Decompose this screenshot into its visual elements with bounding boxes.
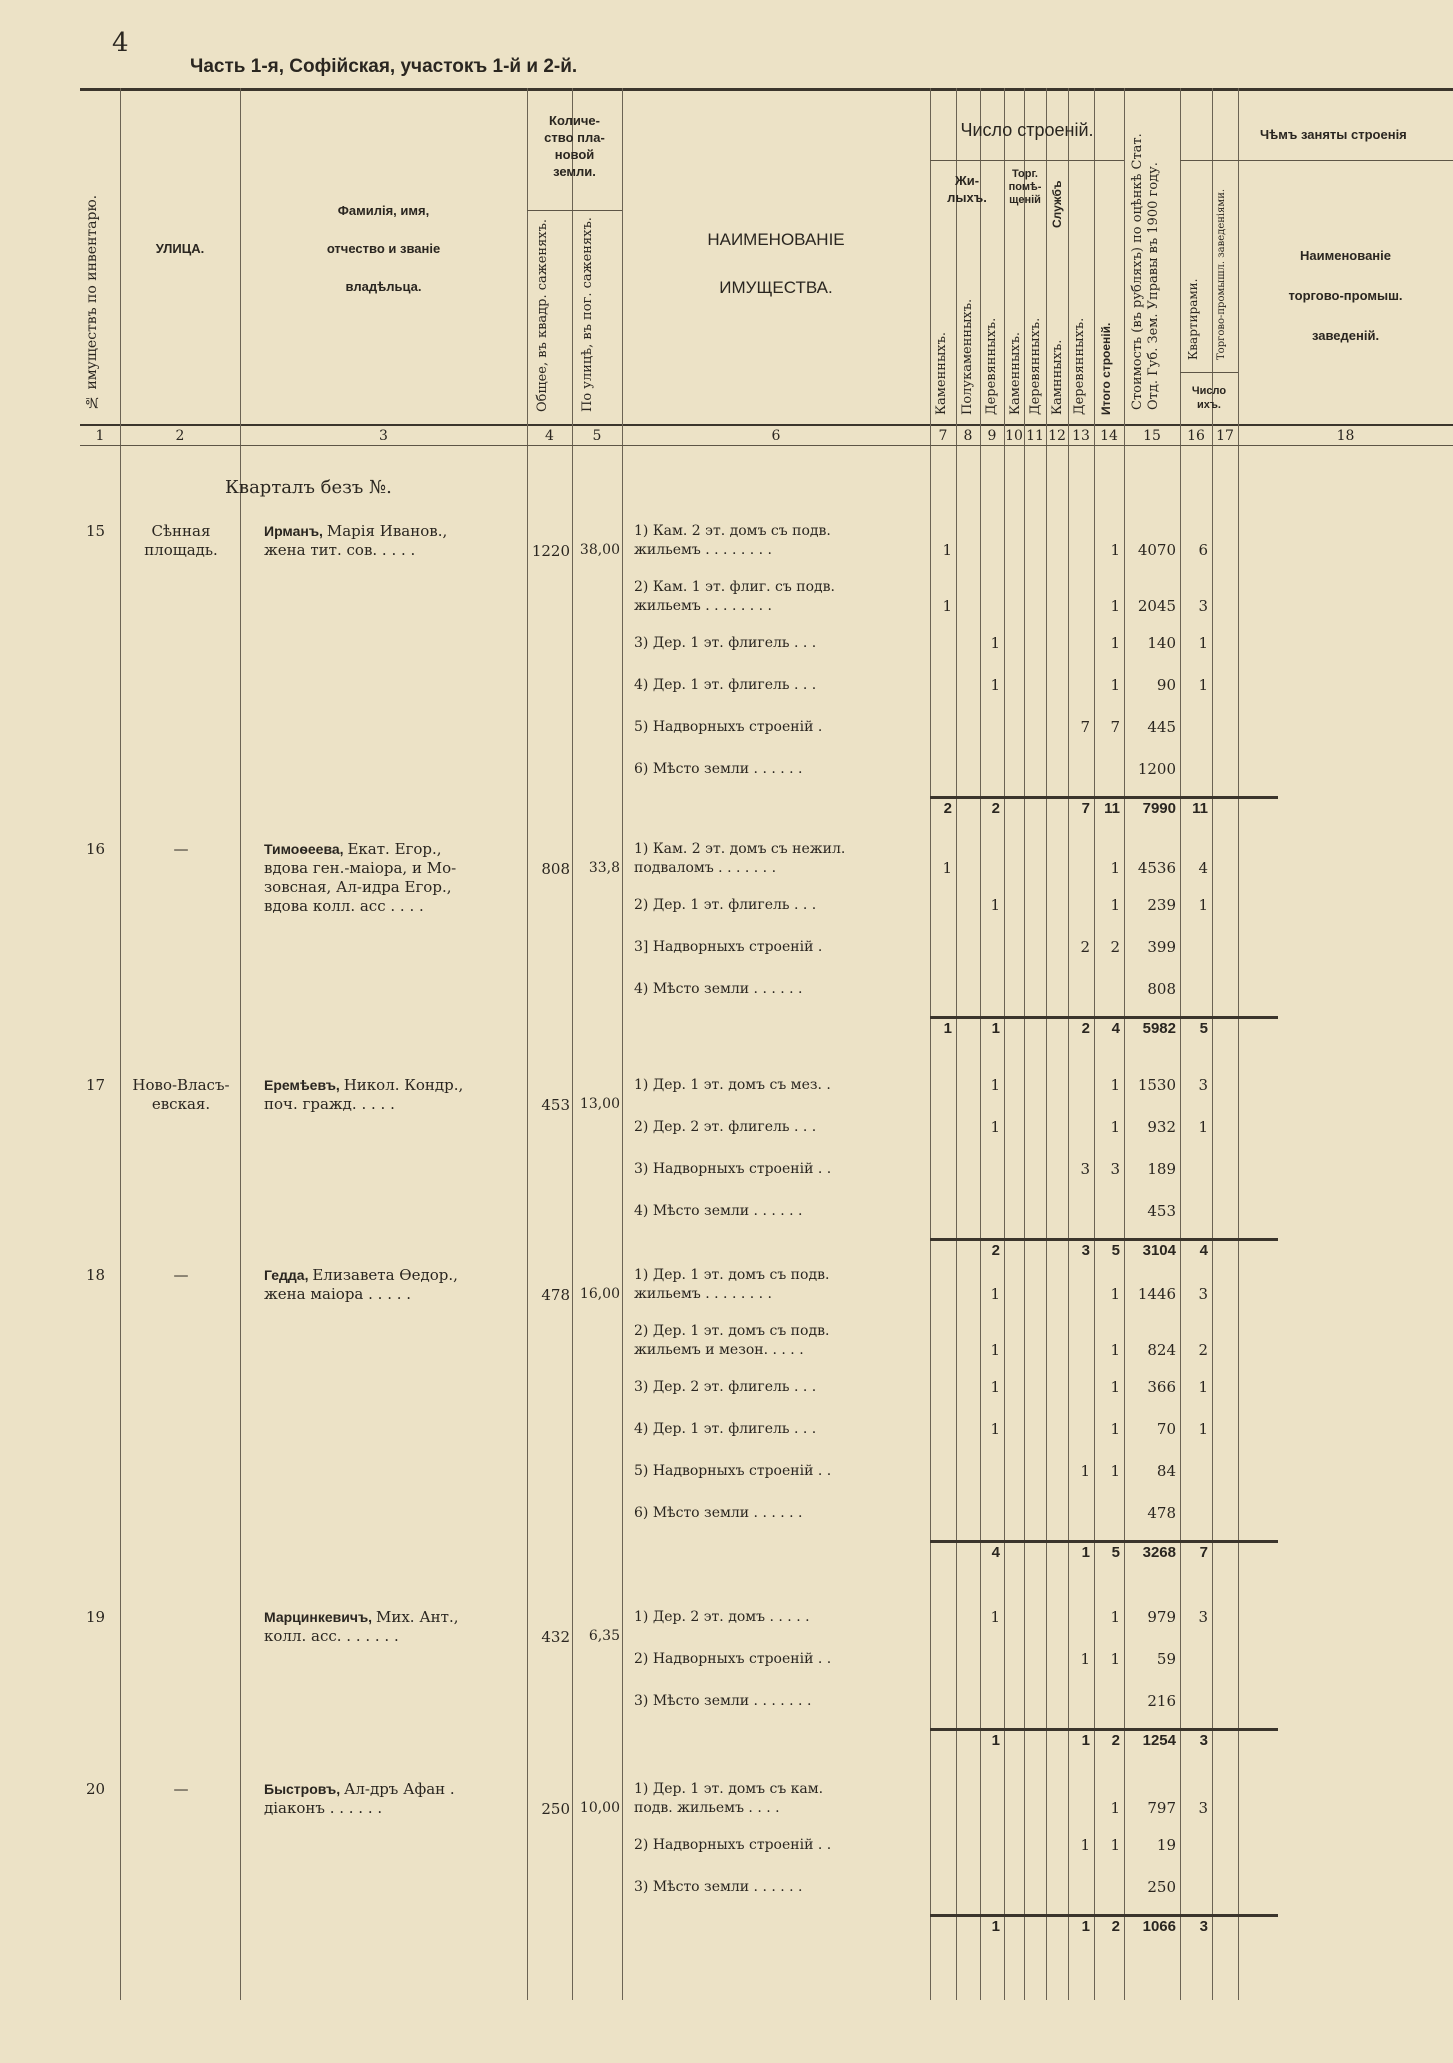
record-land-total: 432: [541, 1628, 570, 1646]
record-number: 20: [86, 1780, 106, 1798]
column-number: 11: [1026, 428, 1044, 444]
property-item: 5) Надворныхъ строеній .: [634, 719, 823, 735]
property-item: 1) Дер. 1 эт. домъ съ кам. подв. жильемъ . . . .: [634, 1781, 824, 1816]
record-street: —: [173, 840, 189, 858]
total-cell: 1: [1081, 1732, 1090, 1749]
record-total-rule: [930, 1238, 1278, 1241]
property-item: 6) Мѣсто земли . . . . . .: [634, 761, 803, 777]
data-cell: 1: [1110, 859, 1120, 877]
header-wooden-s: Деревянныхъ.: [1072, 317, 1087, 415]
total-cell: 3104: [1142, 1242, 1176, 1259]
total-cell: 4: [991, 1544, 1000, 1561]
data-cell: 1: [942, 859, 952, 877]
column-number: 10: [1005, 428, 1023, 444]
header-stone-w: Каменныхъ.: [1008, 331, 1023, 415]
column-divider: [1094, 88, 1095, 2000]
record-owner: Еремѣевъ, Никол. Кондр., поч. гражд. . . . .: [264, 1076, 464, 1113]
land-subrule: [527, 210, 622, 211]
quarter-title: Кварталъ безъ №.: [225, 477, 392, 498]
owner-surname: Еремѣевъ,: [264, 1077, 344, 1093]
property-item: 5) Надворныхъ строеній . .: [634, 1463, 832, 1479]
data-cell: 59: [1156, 1650, 1176, 1668]
data-cell: 808: [1147, 980, 1176, 998]
property-item: 4) Дер. 1 эт. флигель . . .: [634, 677, 817, 693]
total-cell: 1: [1081, 1918, 1090, 1935]
header-total-bld: Итого строеній.: [1099, 322, 1113, 415]
column-divider: [1180, 88, 1181, 2000]
total-cell: 3: [1199, 1918, 1208, 1935]
data-cell: 1: [1110, 1285, 1120, 1303]
data-cell: 1: [1110, 1836, 1120, 1854]
data-cell: 1: [1198, 676, 1208, 694]
header-trade-est: Торгово-промышл. заведеніями.: [1216, 188, 1227, 360]
data-cell: 1530: [1137, 1076, 1176, 1094]
data-cell: 19: [1156, 1836, 1176, 1854]
header-count: Число ихъ.: [1191, 385, 1227, 411]
header-cost: Стоимость (въ рубляхъ) по оцѣнкѣ Стат. Отд. Губ. Зем. Управы въ 1900 году.: [1130, 133, 1161, 410]
total-cell: 1066: [1142, 1918, 1176, 1935]
owner-surname: Быстровъ,: [264, 1781, 345, 1797]
column-number: 3: [379, 428, 388, 444]
property-item: 2) Кам. 1 эт. флиг. съ подв. жильемъ . . . . . . . .: [634, 579, 835, 614]
total-cell: 4: [1111, 1020, 1120, 1037]
owner-surname: Ирманъ,: [264, 523, 327, 539]
owner-surname: Гедда,: [264, 1267, 313, 1283]
data-cell: 1: [1110, 896, 1120, 914]
data-cell: 3: [1198, 1799, 1208, 1817]
data-cell: 1: [990, 1341, 1000, 1359]
column-number: 6: [771, 428, 781, 444]
data-cell: 366: [1147, 1378, 1176, 1396]
data-cell: 453: [1147, 1202, 1176, 1220]
data-cell: 1: [1080, 1462, 1090, 1480]
data-cell: 1: [990, 896, 1000, 914]
data-cell: 4536: [1137, 859, 1176, 877]
data-cell: 1: [990, 634, 1000, 652]
total-cell: 5: [1199, 1020, 1208, 1037]
total-cell: 2: [1081, 1020, 1090, 1037]
total-cell: 3: [1199, 1732, 1208, 1749]
total-cell: 2: [1111, 1732, 1120, 1749]
record-land-street: 10,00: [579, 1800, 620, 1816]
column-divider: [120, 88, 121, 2000]
record-land-total: 250: [541, 1800, 570, 1818]
data-cell: 250: [1147, 1878, 1176, 1896]
column-divider: [1212, 88, 1213, 2000]
record-number: 16: [86, 840, 106, 858]
total-cell: 2: [943, 800, 952, 817]
column-divider: [240, 88, 241, 2000]
property-item: 2) Дер. 1 эт. домъ съ подв. жильемъ и мезон. . . . .: [634, 1323, 830, 1358]
property-item: 1) Дер. 1 эт. домъ съ подв. жильемъ . . . . . . . .: [634, 1267, 830, 1302]
record-number: 19: [86, 1608, 106, 1626]
total-cell: 1: [943, 1020, 952, 1037]
record-number: 15: [86, 522, 106, 540]
column-divider: [572, 88, 573, 2000]
data-cell: 1: [1110, 676, 1120, 694]
data-cell: 2: [1110, 938, 1120, 956]
data-cell: 1: [1198, 634, 1208, 652]
column-number: 15: [1143, 428, 1161, 444]
column-divider: [1238, 88, 1239, 2000]
header-apartments: Квартирами.: [1186, 278, 1200, 360]
header-owner: Фамилія, имя, отчество и званіе владѣльца.: [326, 203, 441, 294]
record-total-rule: [930, 1914, 1278, 1917]
column-divider: [930, 88, 931, 2000]
data-cell: 1: [942, 597, 952, 615]
column-number: 18: [1336, 428, 1355, 444]
data-cell: 1: [990, 1285, 1000, 1303]
total-cell: 2: [991, 800, 1000, 817]
record-owner: Быстровъ, Ал-дръ Афан . діаконъ . . . . . .: [264, 1780, 455, 1817]
record-land-total: 808: [541, 860, 570, 878]
data-cell: 4070: [1137, 541, 1176, 559]
property-item: 2) Дер. 2 эт. флигель . . .: [634, 1119, 817, 1135]
data-cell: 239: [1147, 896, 1176, 914]
total-cell: 2: [1111, 1918, 1120, 1935]
record-total-rule: [930, 796, 1278, 799]
property-item: 3) Дер. 1 эт. флигель . . .: [634, 635, 817, 651]
record-street: Ново-Власъ- евская.: [132, 1076, 230, 1113]
data-cell: 1: [1110, 1608, 1120, 1626]
column-number: 9: [987, 428, 997, 444]
data-cell: 1: [990, 1378, 1000, 1396]
data-cell: 140: [1147, 634, 1176, 652]
column-divider: [1068, 88, 1069, 2000]
data-cell: 3: [1080, 1160, 1090, 1178]
data-cell: 1: [990, 1608, 1000, 1626]
header-half-stone: Полукаменныхъ.: [960, 298, 975, 415]
property-item: 1) Дер. 1 эт. домъ съ мез. .: [634, 1077, 831, 1093]
record-number: 17: [86, 1076, 106, 1094]
total-cell: 1: [991, 1020, 1000, 1037]
column-number: 14: [1100, 428, 1118, 444]
data-cell: 1: [1110, 541, 1120, 559]
record-land-total: 1220: [531, 542, 570, 560]
record-owner: Марцинкевичъ, Мих. Ант., колл. асс. . . . . . .: [264, 1608, 459, 1645]
data-cell: 1: [1110, 634, 1120, 652]
header-street: УЛИЦА.: [155, 241, 205, 256]
occupied-subrule: [1180, 160, 1453, 161]
total-cell: 11: [1104, 800, 1120, 817]
header-col1: № имуществъ по инвентарю.: [84, 194, 100, 410]
column-divider: [1004, 88, 1005, 2000]
column-number: 7: [938, 428, 948, 444]
column-divider: [956, 88, 957, 2000]
record-land-street: 33,8: [588, 860, 620, 876]
page-number: 4: [112, 28, 129, 58]
data-cell: 6: [1198, 541, 1208, 559]
data-cell: 1: [990, 1076, 1000, 1094]
data-cell: 3: [1198, 597, 1208, 615]
count-subrule: [1180, 372, 1238, 373]
property-item: 2) Надворныхъ строеній . .: [634, 1651, 832, 1667]
data-cell: 445: [1147, 718, 1176, 736]
data-cell: 824: [1147, 1341, 1176, 1359]
header-wooden: Деревянныхъ.: [984, 317, 999, 415]
data-cell: 90: [1156, 676, 1176, 694]
record-owner: Гедда, Елизавета Ѳедор., жена маіора . . . . .: [264, 1266, 458, 1303]
total-cell: 11: [1192, 800, 1208, 817]
total-cell: 3: [1081, 1242, 1090, 1259]
record-number: 18: [86, 1266, 106, 1284]
total-cell: 1: [991, 1918, 1000, 1935]
page-header: Часть 1-я, Софійская, участокъ 1-й и 2-й.: [190, 56, 578, 77]
record-street: —: [173, 1266, 189, 1284]
column-number: 16: [1187, 428, 1205, 444]
data-cell: 70: [1156, 1420, 1176, 1438]
data-cell: 1: [1080, 1650, 1090, 1668]
colnum-rule: [80, 445, 1453, 446]
header-land-street: По улицѣ, въ пог. саженяхъ.: [580, 217, 595, 412]
property-item: 3) Дер. 2 эт. флигель . . .: [634, 1379, 817, 1395]
data-cell: 2: [1080, 938, 1090, 956]
data-cell: 932: [1147, 1118, 1176, 1136]
total-cell: 7: [1081, 800, 1090, 817]
column-number: 12: [1048, 428, 1066, 444]
data-cell: 1: [1110, 1076, 1120, 1094]
column-divider: [622, 88, 623, 2000]
property-item: 6) Мѣсто земли . . . . . .: [634, 1505, 803, 1521]
column-divider: [1124, 88, 1125, 2000]
data-cell: 1: [1080, 1836, 1090, 1854]
header-property: НАИМЕНОВАНІЕ ИМУЩЕСТВА.: [707, 230, 845, 297]
property-item: 3] Надворныхъ строеній .: [634, 939, 823, 955]
record-owner: Ирманъ, Марія Иванов., жена тит. сов. . . . .: [264, 522, 448, 559]
total-cell: 1: [991, 1732, 1000, 1749]
record-land-street: 6,35: [588, 1628, 620, 1644]
data-cell: 1: [1110, 597, 1120, 615]
data-cell: 1: [990, 676, 1000, 694]
data-cell: 216: [1147, 1692, 1176, 1710]
column-number: 17: [1216, 428, 1234, 444]
data-cell: 7: [1080, 718, 1090, 736]
header-buildings: Число строеній.: [960, 120, 1094, 140]
column-divider: [980, 88, 981, 2000]
record-land-total: 453: [541, 1096, 570, 1114]
data-cell: 478: [1147, 1504, 1176, 1522]
data-cell: 1200: [1137, 760, 1176, 778]
total-cell: 7: [1199, 1544, 1208, 1561]
property-item: 3) Надворныхъ строеній . .: [634, 1161, 832, 1177]
total-cell: 4: [1199, 1242, 1208, 1259]
property-item: 2) Дер. 1 эт. флигель . . .: [634, 897, 817, 913]
header-occupied: Чѣмъ заняты строенія: [1260, 127, 1407, 142]
total-cell: 1254: [1142, 1732, 1176, 1749]
column-number: 1: [95, 428, 105, 444]
record-total-rule: [930, 1728, 1278, 1731]
data-cell: 1: [990, 1420, 1000, 1438]
data-cell: 1: [1110, 1462, 1120, 1480]
data-cell: 1: [990, 1118, 1000, 1136]
data-cell: 1: [1110, 1378, 1120, 1396]
column-number: 13: [1072, 428, 1090, 444]
data-cell: 2045: [1137, 597, 1176, 615]
header-service: Службъ: [1050, 180, 1064, 228]
data-cell: 1: [1198, 1420, 1208, 1438]
owner-surname: Тимоѳеева,: [264, 841, 348, 857]
data-cell: 3: [1198, 1608, 1208, 1626]
column-divider: [1046, 88, 1047, 2000]
data-cell: 1: [1110, 1799, 1120, 1817]
record-total-rule: [930, 1540, 1278, 1543]
property-item: 4) Мѣсто земли . . . . . .: [634, 1203, 803, 1219]
record-total-rule: [930, 1016, 1278, 1019]
property-item: 4) Дер. 1 эт. флигель . . .: [634, 1421, 817, 1437]
column-number: 4: [545, 428, 554, 444]
header-trade: Торг. помѣ- щеній: [1008, 168, 1042, 206]
total-cell: 5: [1111, 1544, 1120, 1561]
data-cell: 797: [1147, 1799, 1176, 1817]
data-cell: 3: [1110, 1160, 1120, 1178]
data-cell: 4: [1198, 859, 1208, 877]
record-land-street: 16,00: [579, 1286, 620, 1302]
data-cell: 3: [1198, 1076, 1208, 1094]
header-land: Количе- ство пла- новой земли.: [544, 113, 605, 179]
property-item: 2) Надворныхъ строеній . .: [634, 1837, 832, 1853]
record-street: Сѣнная площадь.: [144, 522, 218, 559]
total-cell: 3268: [1142, 1544, 1176, 1561]
data-cell: 1: [1110, 1118, 1120, 1136]
header-stone-s: Камнныхъ.: [1050, 339, 1065, 415]
record-land-total: 478: [541, 1286, 570, 1304]
total-cell: 5982: [1142, 1020, 1176, 1037]
header-trade-name: Наименованіе торгово-промыш. заведеній.: [1288, 248, 1403, 343]
data-cell: 1: [942, 541, 952, 559]
header-wooden-w: Деревянныхъ.: [1028, 317, 1043, 415]
data-cell: 189: [1147, 1160, 1176, 1178]
column-number: 2: [175, 428, 185, 444]
data-cell: 84: [1156, 1462, 1176, 1480]
property-item: 4) Мѣсто земли . . . . . .: [634, 981, 803, 997]
buildings-subrule: [930, 160, 1124, 161]
column-divider: [527, 88, 528, 2000]
header-living: Жи- лыхъ.: [947, 173, 987, 205]
owner-surname: Марцинкевичъ,: [264, 1609, 376, 1625]
data-cell: 979: [1147, 1608, 1176, 1626]
header-bottom-rule: [80, 424, 1453, 426]
data-cell: 1: [1110, 1420, 1120, 1438]
total-cell: 5: [1111, 1242, 1120, 1259]
property-item: 1) Кам. 2 эт. домъ съ подв. жильемъ . . . . . . . .: [634, 523, 831, 558]
property-item: 1) Кам. 2 эт. домъ съ нежил. подваломъ . . . . . . .: [634, 841, 846, 876]
data-cell: 1: [1110, 1341, 1120, 1359]
data-cell: 1: [1198, 1118, 1208, 1136]
record-owner: Тимоѳеева, Екат. Егор., вдова ген.-маіора, и Мо- зовсная, Ал-идра Егор., вдова колл. асс . . . .: [264, 840, 457, 915]
data-cell: 2: [1198, 1341, 1208, 1359]
header-land-total: Общее, въ квадр. саженяхъ.: [535, 218, 550, 412]
total-cell: 7990: [1142, 800, 1176, 817]
data-cell: 1: [1198, 1378, 1208, 1396]
property-item: 3) Мѣсто земли . . . . . .: [634, 1879, 803, 1895]
property-item: 3) Мѣсто земли . . . . . . .: [634, 1693, 812, 1709]
record-street: —: [173, 1780, 189, 1798]
total-cell: 1: [1081, 1544, 1090, 1561]
data-cell: 399: [1147, 938, 1176, 956]
data-cell: 1: [1198, 896, 1208, 914]
data-cell: 1: [1110, 1650, 1120, 1668]
record-land-street: 38,00: [579, 542, 620, 558]
column-number: 5: [592, 428, 602, 444]
data-cell: 7: [1110, 718, 1120, 736]
table-top-rule: [80, 88, 1453, 91]
column-number: 8: [963, 428, 973, 444]
record-land-street: 13,00: [579, 1096, 620, 1112]
total-cell: 2: [991, 1242, 1000, 1259]
data-cell: 1446: [1137, 1285, 1176, 1303]
data-cell: 3: [1198, 1285, 1208, 1303]
property-item: 1) Дер. 2 эт. домъ . . . . .: [634, 1609, 810, 1625]
column-divider: [1024, 88, 1025, 2000]
header-stone: Каменныхъ.: [934, 331, 949, 415]
